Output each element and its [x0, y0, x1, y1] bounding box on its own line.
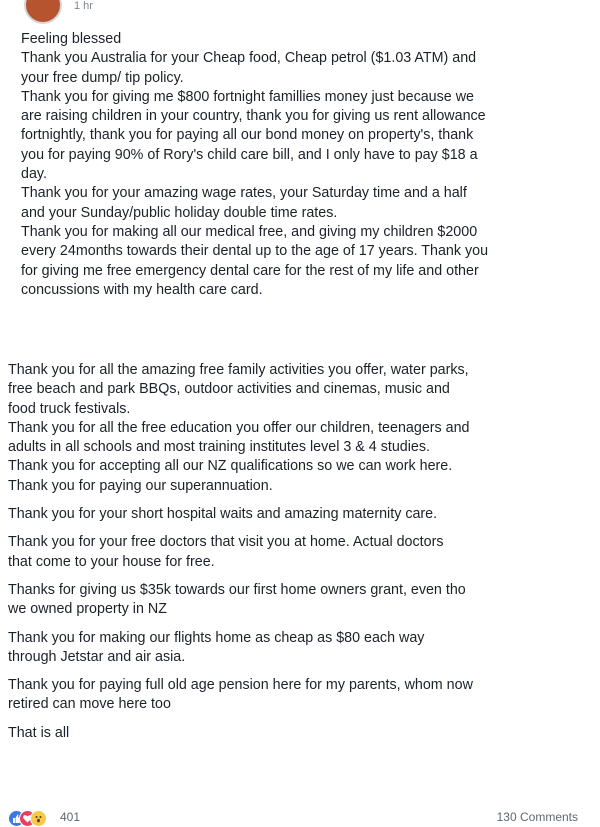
post-line: Thank you for paying full old age pension here for my parents, whom now	[8, 677, 473, 694]
post-line: Thank you for your free doctors that visit you at home. Actual doctors	[8, 534, 444, 551]
post-line: adults in all schools and most training institutes level 3 & 4 studies.	[8, 439, 430, 456]
post-line: Thank you for making all our medical free, and giving my children $2000	[21, 223, 478, 240]
post-timestamp[interactable]: 1 hr	[74, 0, 93, 12]
post-line: retired can move here too	[8, 696, 171, 713]
post-line: Thank you for your short hospital waits and amazing maternity care.	[8, 506, 438, 523]
post-line: Thanks for giving us $35k towards our first home owners grant, even tho	[8, 581, 466, 598]
reactions-summary[interactable]	[8, 810, 68, 826]
post-line: are raising children in your country, thank you for giving us rent allowance	[21, 108, 486, 125]
post-line: Feeling blessed	[21, 31, 122, 47]
post-line: Thank you for accepting all our NZ qualifications so we can work here.	[8, 458, 453, 475]
post-line: fortnightly, thank you for paying all our bond money on property's, thank	[21, 127, 474, 144]
post-body-bottom	[8, 361, 592, 743]
avatar[interactable]	[24, 0, 62, 24]
post-line: through Jetstar and air asia.	[8, 648, 186, 665]
post-line: we owned property in NZ	[8, 601, 167, 618]
post-line: Thank you for all the amazing free family activities you offer, water parks,	[8, 362, 469, 378]
post-line: and your Sunday/public holiday double time rates.	[21, 204, 338, 221]
post-line: Thank you for paying our superannuation.	[8, 477, 273, 494]
post-line: every 24months towards their dental up to the age of 17 years. Thank you	[21, 243, 489, 260]
comments-count[interactable]: 130 Comments	[496, 810, 578, 824]
post-body-top	[21, 30, 589, 300]
post-line: your free dump/ tip policy.	[21, 69, 184, 86]
post-line: day.	[21, 166, 47, 183]
post-line: free beach and park BBQs, outdoor activities and cinemas, music and	[8, 381, 450, 398]
post-line: that come to your house for free.	[8, 553, 215, 570]
post-line: food truck festivals.	[8, 400, 131, 417]
post-line: That is all	[8, 724, 70, 741]
post-header	[0, 0, 600, 22]
post-line: Thank you for making our flights home as cheap as $80 each way	[8, 629, 425, 646]
wow-reaction-icon	[30, 810, 47, 827]
post-line: Thank you for your amazing wage rates, your Saturday time and a half	[21, 185, 467, 202]
post-line: Thank you Australia for your Cheap food, Cheap petrol ($1.03 ATM) and	[21, 50, 477, 67]
post-line: Thank you for all the free education you offer our children, teenagers and	[8, 419, 470, 436]
post-line: concussions with my health care card.	[21, 281, 263, 298]
post-footer	[0, 801, 600, 825]
post-line: for giving me free emergency dental care for the rest of my life and other	[21, 262, 479, 279]
reaction-count[interactable]: 401	[60, 810, 81, 824]
post-line: Thank you for giving me $800 fortnight famillies money just because we	[21, 88, 474, 105]
post-line: you for paying 90% of Rory's child care bill, and I only have to pay $18 a	[21, 146, 478, 163]
